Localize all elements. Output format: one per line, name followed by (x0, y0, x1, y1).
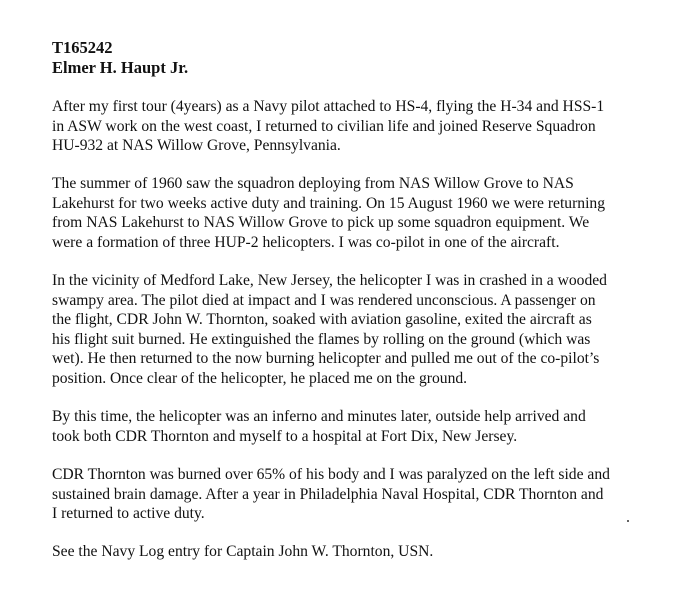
text-line: his flight suit burned. He extinguished the flames by rolling on the ground (which was (52, 330, 591, 348)
text-line: After my first tour (4years) as a Navy pilot attached to HS-4, flying the H-34 and HSS-1 (52, 98, 605, 115)
text-line: in ASW work on the west coast, I returned to civilian life and joined Reserve Squadron (52, 117, 596, 135)
text-line: Lakehurst for two weeks active duty and training. On 15 August 1960 we were returning (52, 194, 606, 212)
author-name: Elmer H. Haupt Jr. (52, 58, 189, 77)
text-line: position. Once clear of the helicopter, he placed me on the ground. (52, 369, 468, 387)
text-line: HU-932 at NAS Willow Grove, Pennsylvania. (52, 137, 341, 155)
scan-speck (627, 520, 629, 522)
text-line: were a formation of three HUP-2 helicopters. I was co-pilot in one of the aircraft. (52, 233, 560, 251)
text-line: See the Navy Log entry for Captain John W. Thornton, USN. (52, 543, 434, 560)
text-line: the flight, CDR John W. Thornton, soaked with aviation gasoline, exited the aircraft as (52, 311, 592, 329)
text-line: The summer of 1960 saw the squadron deploying from NAS Willow Grove to NAS (52, 175, 574, 192)
text-line: from NAS Lakehurst to NAS Willow Grove to pick up some squadron equipment. We (52, 214, 590, 232)
paragraph-first-tour (52, 97, 692, 156)
paragraph-crash (52, 271, 692, 389)
text-line: wet). He then returned to the now burning helicopter and pulled me out of the co-pilot’s (52, 350, 600, 368)
paragraph-navy-log-reference (52, 542, 692, 562)
document-id: T165242 (52, 38, 113, 57)
text-line: I returned to active duty. (52, 505, 205, 523)
paragraph-summer-1960 (52, 174, 692, 252)
text-line: took both CDR Thornton and myself to a hospital at Fort Dix, New Jersey. (52, 427, 518, 445)
text-line: By this time, the helicopter was an inferno and minutes later, outside help arrived and (52, 408, 586, 425)
paragraph-inferno (52, 407, 692, 446)
paragraph-injuries (52, 465, 692, 524)
text-line: sustained brain damage. After a year in Philadelphia Naval Hospital, CDR Thornton and (52, 485, 604, 503)
text-line: CDR Thornton was burned over 65% of his body and I was paralyzed on the left side and (52, 466, 610, 483)
document-header (52, 38, 672, 78)
text-line: In the vicinity of Medford Lake, New Jersey, the helicopter I was in crashed in a wooded (52, 272, 607, 289)
text-line: swampy area. The pilot died at impact and I was rendered unconscious. A passenger on (52, 291, 596, 309)
